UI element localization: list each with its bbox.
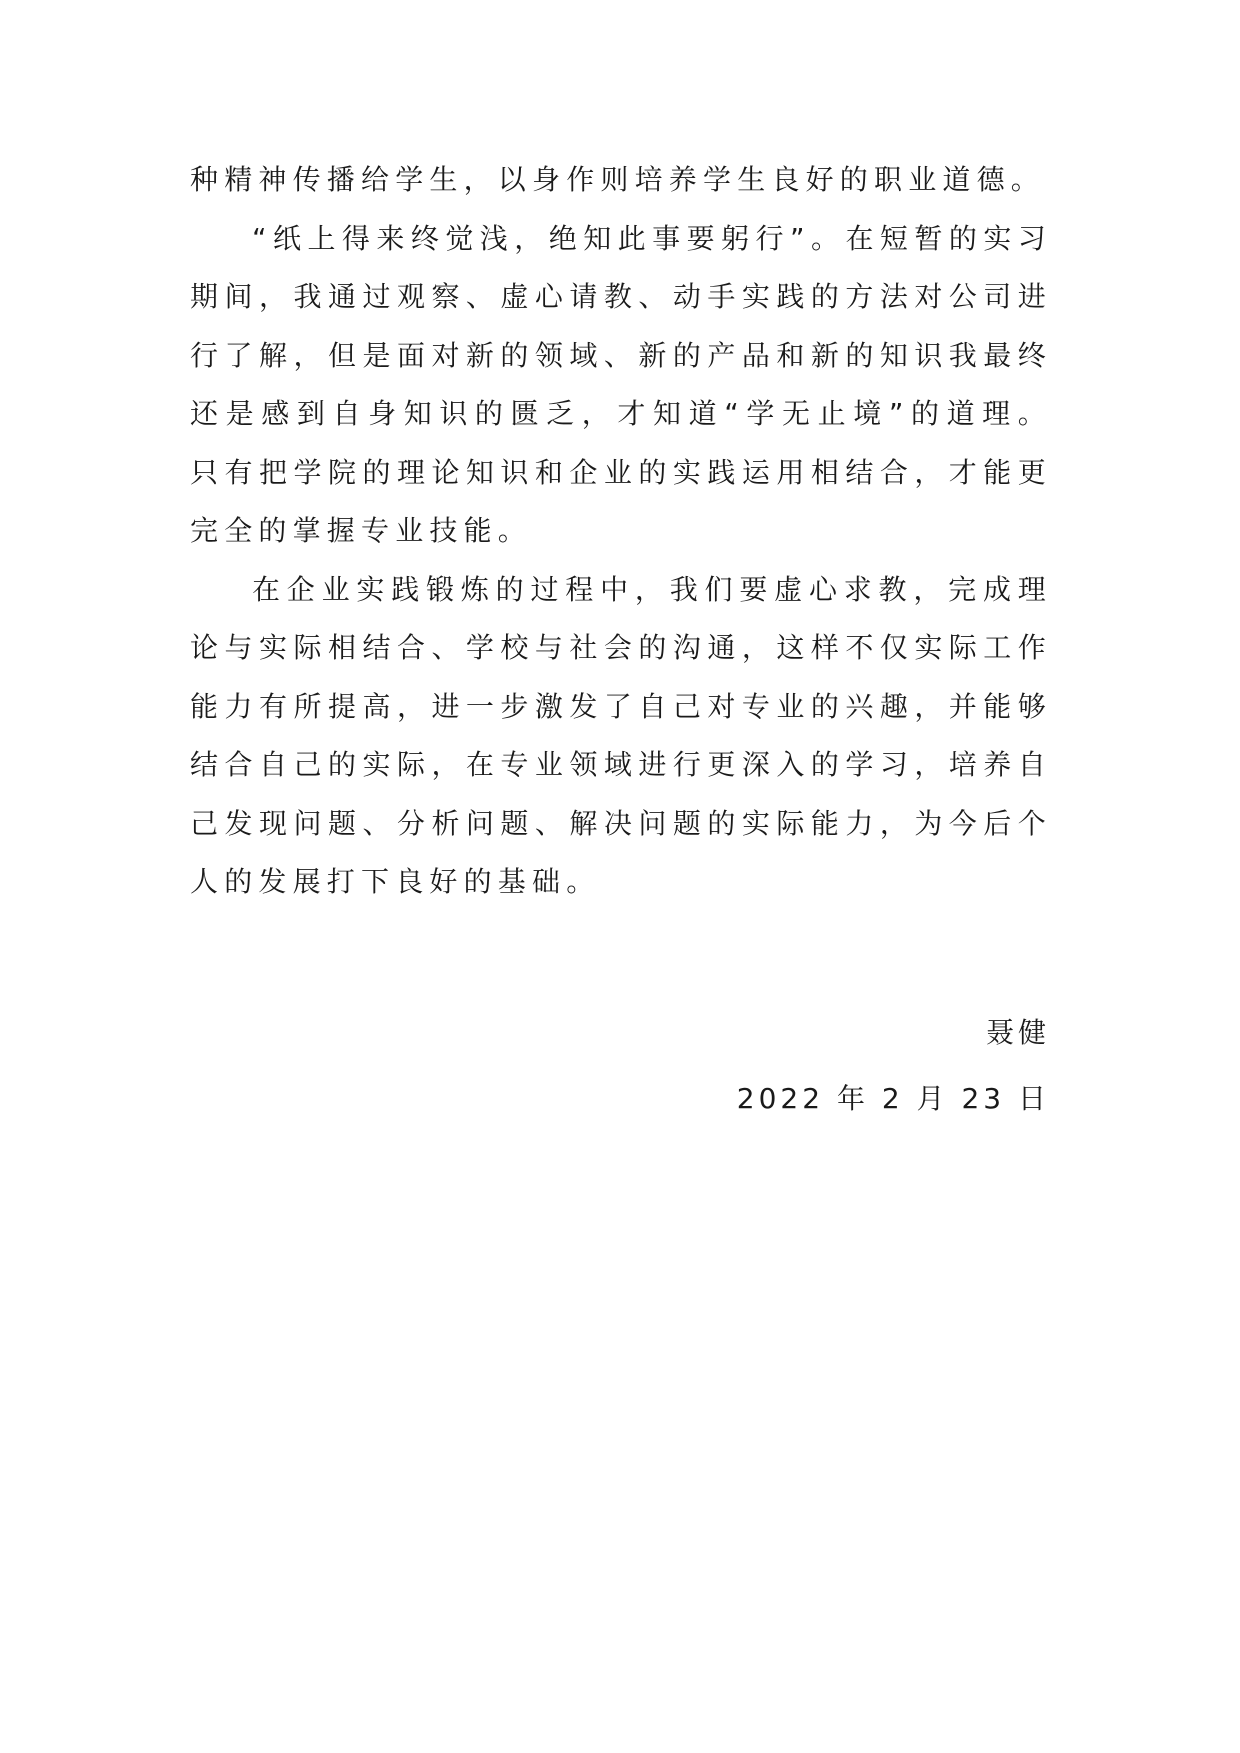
paragraph-continuation: 种精神传播给学生，以身作则培养学生良好的职业道德。 (190, 163, 1046, 196)
author-name: 聂健 (985, 1016, 1050, 1049)
paragraph-enterprise-practice: 在企业实践锻炼的过程中，我们要虚心求教，完成理论与实际相结合、学校与社会的沟通，这样不仅实际工作能力有所提高，进一步激发了自己对专业的兴趣，并能够结合自己的实际，在专业领域进行更深入的学习，培养自己发现问题、分析问题、解决问题的实际能力，为今后个人的发展打下良好的基础。 (190, 572, 1052, 898)
signature-date: 2022 年 2 月 23 日 (736, 1082, 1050, 1115)
paragraph-practice-reflection: “纸上得来终觉浅，绝知此事要躬行”。在短暂的实习期间，我通过观察、虚心请教、动手实践的方法对公司进行了解，但是面对新的领域、新的产品和新的知识我最终还是感到自身知识的匮乏，才知道“学无止境”的道理。只有把学院的理论知识和企业的实践运用相结合，才能更完全的掌握专业技能。 (190, 221, 1052, 547)
document-body (190, 151, 1052, 912)
signature-block (737, 1000, 1050, 1132)
